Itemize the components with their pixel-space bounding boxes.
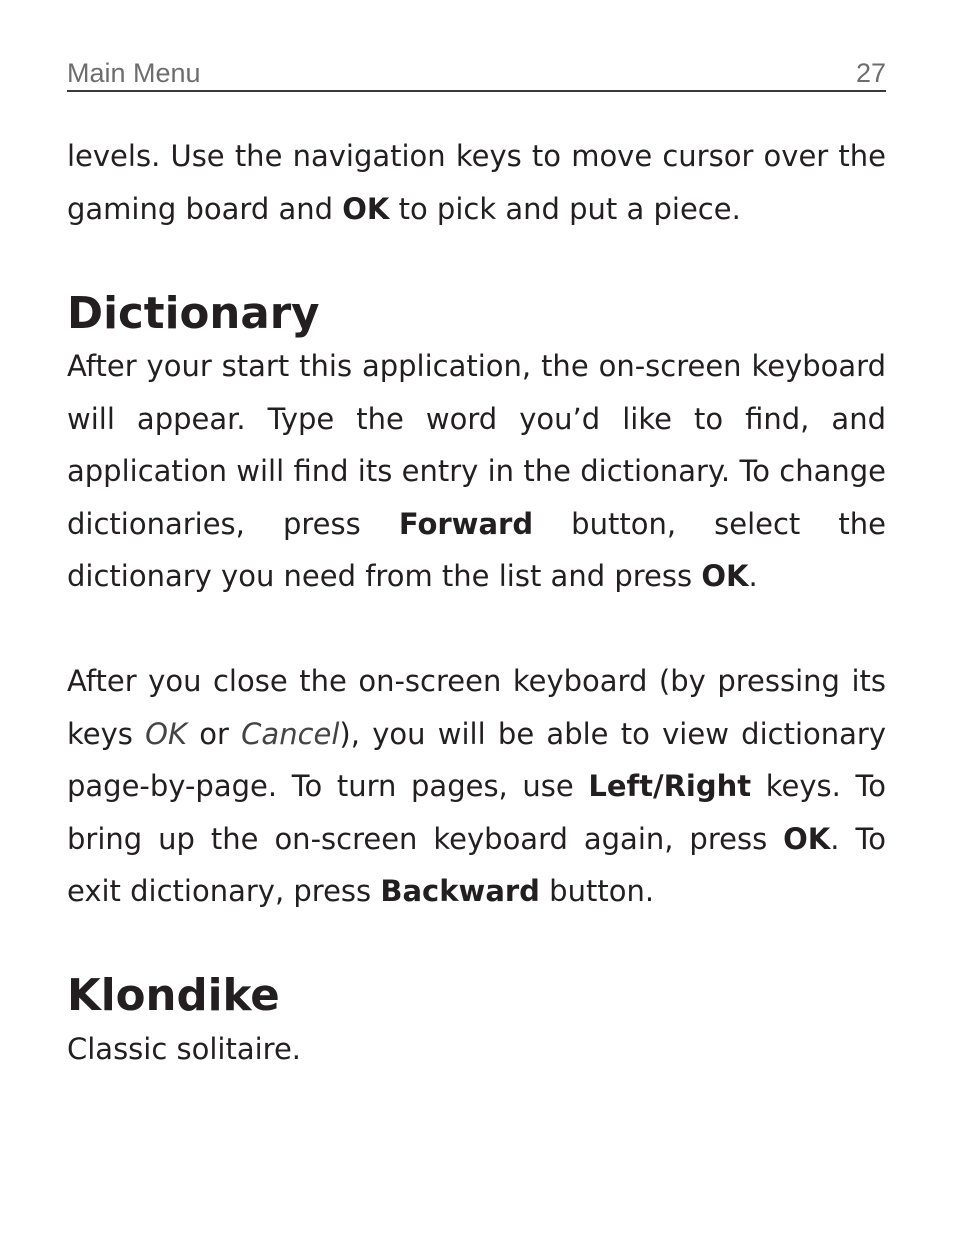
key-backward-bold: Backward [380,874,540,908]
intro-paragraph [67,130,886,235]
text-run: . To exit dictionary, press [67,821,886,908]
key-ok-bold: OK [701,559,749,593]
header-section-title: Main Menu [67,58,201,88]
key-left-right-bold: Left/Right [588,769,752,803]
text-run: to pick and put a piece. [389,191,741,226]
text-run: After your start this application, the on-screen keyboard will appear. Type the word you’d like to find, and application will find its entry in the dictionary. To change dictionaries, press [67,349,886,541]
klondike-heading: Klondike [67,971,280,1021]
page-number: 27 [855,58,886,88]
key-ok-italic: OK [145,716,187,751]
text-run: keys. To bring up the on-screen keyboard again, press [67,769,886,856]
key-ok-bold: OK [342,191,390,226]
klondike-paragraph: Classic solitaire. [67,1031,302,1066]
key-ok-bold: OK [783,821,831,856]
text-run: ), you will be able to view dictionary page-by-page. To turn pages, use [67,716,886,803]
text-run: or [186,716,242,751]
key-cancel-italic: Cancel [241,716,340,751]
text-run: button. [539,874,655,908]
page-header [67,56,886,92]
dictionary-paragraph-1 [67,340,886,603]
dictionary-heading: Dictionary [67,288,320,339]
text-run: After you close the on-screen keyboard (by pressing its keys [67,664,886,751]
text-run: . [748,559,758,593]
dictionary-paragraph-2 [67,655,886,918]
text-run: button, select the dictionary you need from the list and press [67,506,886,593]
key-forward-bold: Forward [398,506,534,541]
text-run: levels. Use the navigation keys to move cursor over the gaming board and [67,139,886,226]
page-body [67,130,886,1128]
